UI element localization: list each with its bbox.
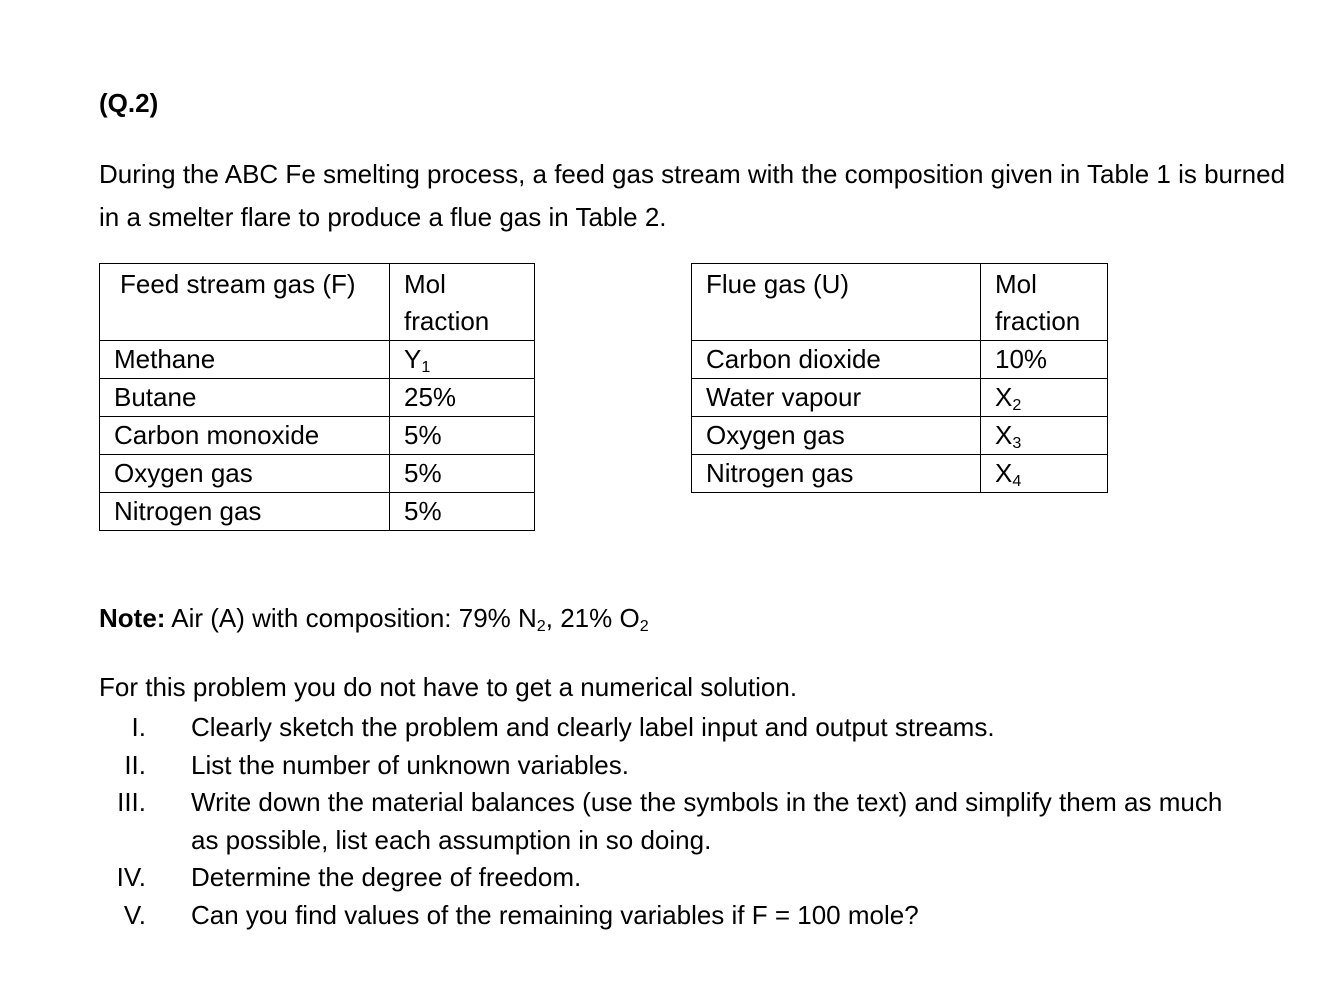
table-row [100, 455, 535, 493]
note-text-b: , 21% O [545, 603, 640, 633]
note-label: Note: [99, 603, 166, 633]
symbol: X [995, 458, 1013, 488]
symbol: X [995, 420, 1013, 450]
air-note [99, 603, 649, 634]
table-row [692, 417, 1108, 455]
table-header-row [692, 264, 1108, 341]
list-item [99, 709, 1279, 747]
list-item [99, 747, 1279, 785]
task-number: IV. [116, 862, 146, 892]
tasks-intro: For this problem you do not have to get a numerical solution. [99, 672, 798, 702]
question-number: (Q.2) [99, 88, 159, 118]
task-text: List the number of unknown variables. [191, 749, 629, 780]
cell-component: Methane [100, 341, 390, 379]
header-component: Flue gas (U) [692, 264, 981, 341]
cell-fraction [981, 455, 1108, 493]
cell-fraction: 5% [390, 455, 535, 493]
feed-gas-table [99, 263, 535, 531]
flue-gas-table [691, 263, 1108, 493]
cell-fraction: 25% [390, 379, 535, 417]
cell-component: Oxygen gas [100, 455, 390, 493]
table-row [100, 417, 535, 455]
cell-fraction [390, 341, 535, 379]
header-component: Feed stream gas (F) [100, 264, 390, 341]
cell-component: Oxygen gas [692, 417, 981, 455]
table-row [100, 379, 535, 417]
table-row [692, 455, 1108, 493]
task-list [99, 709, 1279, 934]
task-text: Determine the degree of freedom. [191, 862, 582, 892]
list-item [99, 897, 1279, 935]
table-row [692, 379, 1108, 417]
cell-fraction: 5% [390, 417, 535, 455]
symbol: X [995, 382, 1013, 412]
header-fraction: Mol fraction [390, 264, 535, 341]
table-row [692, 341, 1108, 379]
symbol-subscript: 3 [1012, 434, 1022, 453]
task-number: II. [124, 749, 146, 780]
header-fraction: Mol fraction [981, 264, 1108, 341]
cell-component: Nitrogen gas [692, 455, 981, 493]
note-text-a: Air (A) with composition: 79% N [165, 603, 537, 633]
symbol-subscript: 2 [1012, 396, 1022, 415]
task-number: I. [131, 712, 146, 742]
list-item [99, 784, 1279, 859]
cell-fraction [981, 379, 1108, 417]
symbol: Y [404, 344, 422, 374]
cell-fraction: 10% [981, 341, 1108, 379]
symbol-subscript: 4 [1012, 472, 1022, 491]
table-row [100, 493, 535, 531]
note-subscript-b: 2 [639, 617, 649, 636]
task-text: Clearly sketch the problem and clearly label input and output streams. [191, 712, 995, 742]
task-number: V. [123, 899, 146, 930]
task-text: Write down the material balances (use the symbols in the text) and simplify them as much as possible, list each assumption in so doing. [191, 787, 1223, 855]
cell-component: Water vapour [692, 379, 981, 417]
cell-component: Butane [100, 379, 390, 417]
cell-fraction [981, 417, 1108, 455]
cell-component: Carbon dioxide [692, 341, 981, 379]
cell-component: Carbon monoxide [100, 417, 390, 455]
question-intro: During the ABC Fe smelting process, a feed gas stream with the composition given in Table 1 is burned in a smelter flare to produce a flue gas in Table 2. [99, 159, 1286, 232]
cell-component: Nitrogen gas [100, 493, 390, 531]
task-number: III. [117, 787, 146, 817]
note-subscript-a: 2 [536, 617, 546, 636]
list-item [99, 859, 1279, 897]
table-header-row [100, 264, 535, 341]
cell-fraction: 5% [390, 493, 535, 531]
table-row [100, 341, 535, 379]
symbol-subscript: 1 [421, 358, 431, 377]
task-text: Can you find values of the remaining variables if F = 100 mole? [191, 899, 919, 930]
